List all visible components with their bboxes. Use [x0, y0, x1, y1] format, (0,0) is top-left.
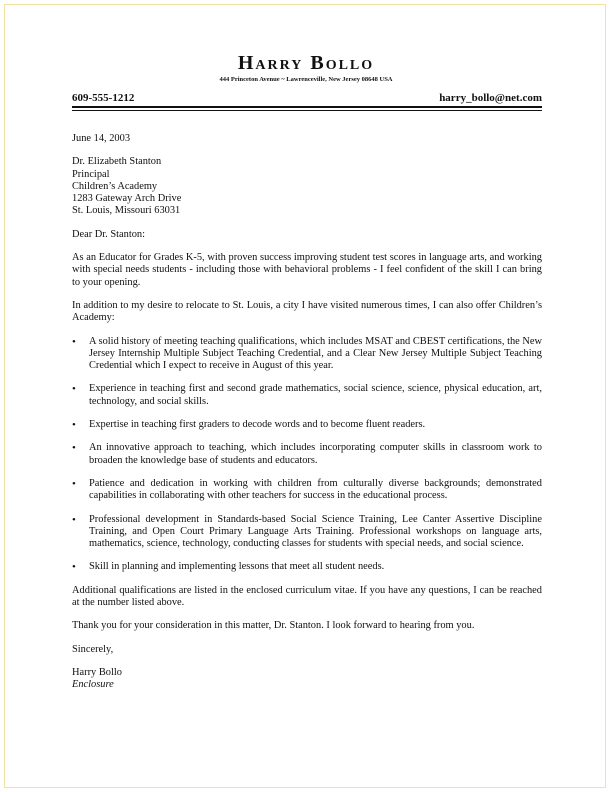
letterhead-address: 444 Princeton Avenue ~ Lawrenceville, New Jersey 08648 USA — [219, 76, 393, 83]
letterhead-email: harry_bollo@net.com — [439, 92, 542, 104]
qualification-text: Patience and dedication in working with children from culturally diverse backgrounds; demonstrated capabilities in collaborating with other teachers for success in the educational process. — [89, 477, 542, 502]
closing-paragraph: Thank you for your consideration in this matter, Dr. Stanton. I look forward to hearing from you. — [72, 620, 475, 632]
letterhead-rule-thick — [72, 106, 542, 108]
recipient-line: Dr. Elizabeth Stanton — [72, 156, 162, 168]
bullet-icon: • — [72, 442, 76, 455]
recipient-line: St. Louis, Missouri 63031 — [72, 205, 181, 217]
qualification-text: A solid history of meeting teaching qualifications, which includes MSAT and CBEST certifications, the New Jersey Internship Multiple Subject Teaching Credential, and a Clear New Jersey Multiple Subject Teaching Credential which I expect to receive in August of this year. — [89, 335, 542, 372]
bullet-icon: • — [72, 477, 76, 490]
letterhead-name: Harry Bollo — [237, 52, 375, 74]
closing-paragraph: Additional qualifications are listed in the enclosed curriculum vitae. If you have any questions, I can be reached at the number listed above. — [72, 584, 542, 609]
qualification-item — [72, 419, 542, 431]
valediction: Sincerely, — [72, 643, 114, 655]
letter-date: June 14, 2003 — [72, 133, 131, 144]
body-paragraph: In addition to my desire to relocate to St. Louis, a city I have visited numerous times, I can also offer Children’s Academy: — [72, 299, 542, 324]
bullet-icon: • — [72, 561, 76, 574]
qualification-item — [72, 336, 542, 373]
bullet-icon: • — [72, 419, 76, 432]
qualification-item — [72, 478, 542, 503]
body-paragraph: As an Educator for Grades K-5, with proven success improving student test scores in language arts, and working with special needs students - including those with behavioral problems - I feel confident of the skill I can bring to your opening. — [72, 252, 542, 288]
qualification-text: Experience in teaching first and second grade mathematics, social science, science, physical education, art, technology, and social skills. — [89, 383, 542, 407]
bullet-icon: • — [72, 513, 76, 526]
letter-body — [72, 133, 542, 703]
qualification-item — [72, 514, 542, 551]
signature-name: Harry Bollo — [72, 666, 122, 678]
bullet-icon: • — [72, 383, 76, 396]
recipient-line: Children’s Academy — [72, 180, 158, 192]
qualification-text: Professional development in Standards-based Social Science Training, Lee Canter Assertive Discipline Training, and Open Court Primary Language Arts Training. Professional workshops on language arts, mathematics, science, technology, conducting classes for students with special needs, and social science. — [89, 513, 542, 550]
recipient-line: Principal — [72, 168, 110, 180]
qualification-item — [72, 383, 542, 408]
letterhead-phone: 609-555-1212 — [72, 92, 135, 104]
qualifications-list — [72, 336, 542, 574]
qualification-item — [72, 442, 542, 467]
salutation: Dear Dr. Stanton: — [72, 228, 146, 240]
recipient-address — [72, 156, 542, 217]
bullet-icon: • — [72, 335, 76, 348]
qualification-text: Expertise in teaching first graders to decode words and to become fluent readers. — [89, 419, 426, 431]
enclosure-note: Enclosure — [72, 679, 114, 691]
recipient-line: 1283 Gateway Arch Drive — [72, 193, 182, 205]
signature-block — [72, 667, 542, 692]
letterhead-rule-thin — [72, 110, 542, 111]
qualification-text: Skill in planning and implementing lessons that meet all student needs. — [89, 561, 385, 573]
qualification-text: An innovative approach to teaching, which includes incorporating computer skills in classroom work to broaden the knowledge base of students and educators. — [89, 442, 542, 466]
qualification-item — [72, 561, 542, 573]
